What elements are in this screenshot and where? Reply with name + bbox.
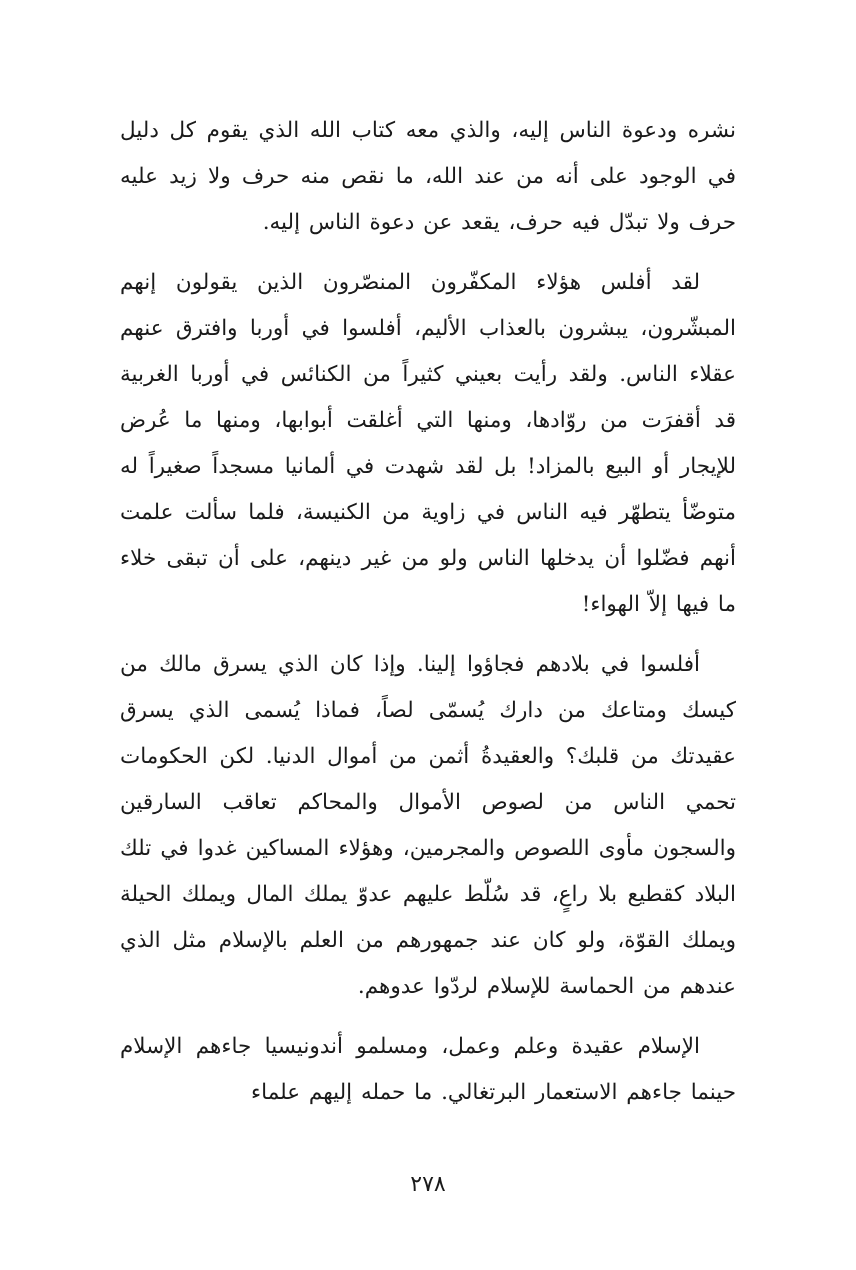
paragraph-2: لقد أفلس هؤلاء المكفّرون المنصّرون الذين يقولون إنهم المبشّرون، يبشرون بالعذاب الأليم، أفلسوا في أوربا وافترق عنهم عقلاء الناس. ولقد رأيت بعيني كثيراً من الكنائس في أوربا الغربية قد أقفرَت من روّادها، ومنها التي أغلقت أبوابها، ومنها ما عُرض للإيجار أو البيع بالمزاد! بل لقد شهدت في ألمانيا مسجداً صغيراً له متوضّأ يتطهّر فيه الناس في زاوية من الكنيسة، فلما سألت علمت أنهم فضّلوا أن يدخلها الناس ولو من غير دينهم، على أن تبقى خلاء ما فيها إلاّ الهواء! <box>120 270 736 617</box>
paragraph-1: نشره ودعوة الناس إليه، والذي معه كتاب الله الذي يقوم كل دليل في الوجود على أنه من عند الله، ما نقص منه حرف ولا زيد عليه حرف ولا تبدّل فيه حرف، يقعد عن دعوة الناس إليه. <box>120 118 736 235</box>
page-number: ٢٧٨ <box>410 1172 446 1197</box>
paragraph-4: الإسلام عقيدة وعلم وعمل، ومسلمو أندونيسيا جاءهم الإسلام حينما جاءهم الاستعمار البرتغالي. ما حمله إليهم علماء <box>120 1034 736 1105</box>
body-text <box>120 108 736 1130</box>
paragraph-3: أفلسوا في بلادهم فجاؤوا إلينا. وإذا كان الذي يسرق مالك من كيسك ومتاعك من دارك يُسمّى لصاً، فماذا يُسمى الذي يسرق عقيدتك من قلبك؟ والعقيدةُ أثمن من أموال الدنيا. لكن الحكومات تحمي الناس من لصوص الأموال والمحاكم تعاقب السارقين والسجون مأوى اللصوص والمجرمين، وهؤلاء المساكين غدوا في تلك البلاد كقطيع بلا راعٍ، قد سُلّط عليهم عدوّ يملك المال ويملك الحيلة ويملك القوّة، ولو كان عند جمهورهم من العلم بالإسلام مثل الذي عندهم من الحماسة للإسلام لردّوا عدوهم. <box>120 652 736 999</box>
